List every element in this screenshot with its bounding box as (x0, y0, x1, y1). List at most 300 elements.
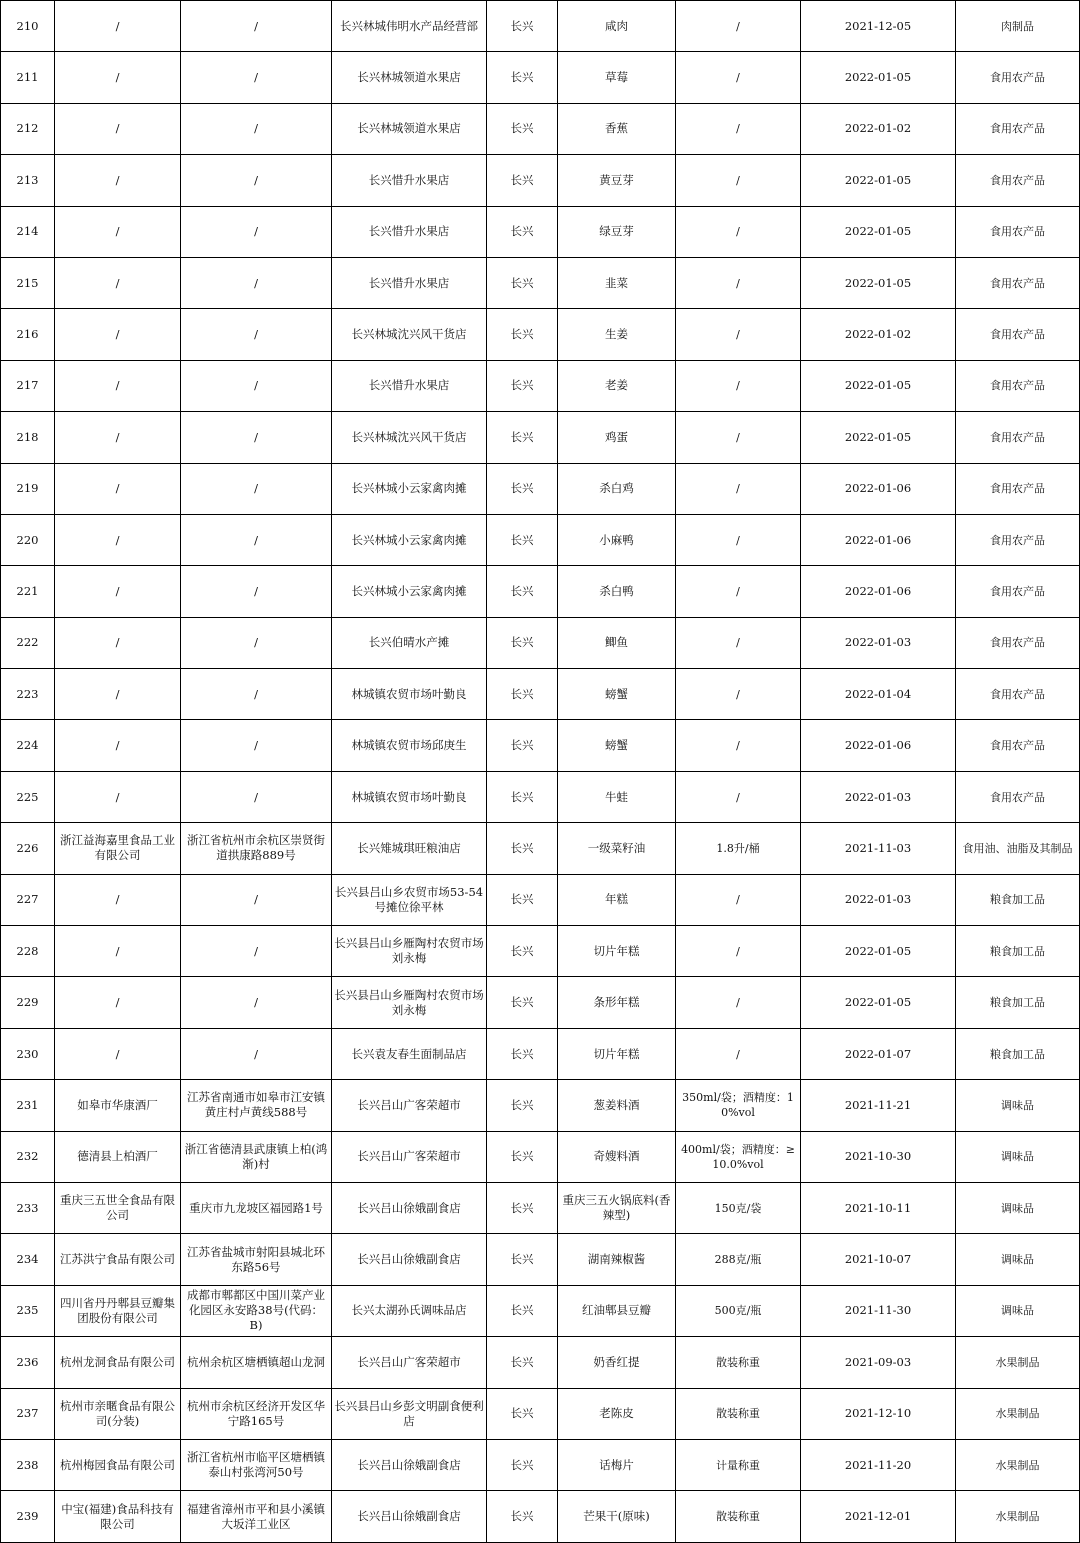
food-category-cell: 调味品 (956, 1131, 1080, 1182)
food-name-cell: 螃蟹 (558, 669, 676, 720)
production-date-cell: 2021-11-21 (801, 1080, 956, 1131)
sampled-unit-cell: 长兴吕山徐娥副食店 (332, 1491, 487, 1542)
table-row (1, 514, 1080, 565)
area-cell: 长兴 (487, 1285, 558, 1336)
producer-address-cell: / (181, 771, 332, 822)
area-cell: 长兴 (487, 360, 558, 411)
row-number-cell: 211 (1, 52, 55, 103)
food-name-cell: 杀白鸡 (558, 463, 676, 514)
area-cell: 长兴 (487, 1, 558, 52)
specification-cell: 计量称重 (676, 1439, 801, 1490)
food-category-cell: 食用农产品 (956, 103, 1080, 154)
row-number-cell: 218 (1, 412, 55, 463)
row-number-cell: 236 (1, 1337, 55, 1388)
table-row (1, 1285, 1080, 1336)
food-name-cell: 小麻鸭 (558, 514, 676, 565)
row-number-cell: 230 (1, 1028, 55, 1079)
sampled-unit-cell: 林城镇农贸市场叶勤良 (332, 669, 487, 720)
specification-cell: / (676, 977, 801, 1028)
production-date-cell: 2021-10-11 (801, 1182, 956, 1233)
food-category-cell: 食用农产品 (956, 155, 1080, 206)
specification-cell: / (676, 926, 801, 977)
production-date-cell: 2021-11-30 (801, 1285, 956, 1336)
food-category-cell: 粮食加工品 (956, 926, 1080, 977)
area-cell: 长兴 (487, 1131, 558, 1182)
producer-address-cell: / (181, 720, 332, 771)
table-row (1, 309, 1080, 360)
row-number-cell: 228 (1, 926, 55, 977)
producer-address-cell: 福建省漳州市平和县小溪镇大坂洋工业区 (181, 1491, 332, 1542)
production-date-cell: 2022-01-07 (801, 1028, 956, 1079)
table-row (1, 771, 1080, 822)
sampled-unit-cell: 长兴林城沈兴风干货店 (332, 309, 487, 360)
row-number-cell: 212 (1, 103, 55, 154)
producer-name-cell: / (55, 257, 181, 308)
producer-address-cell: 重庆市九龙坡区福园路1号 (181, 1182, 332, 1233)
food-category-cell: 食用农产品 (956, 206, 1080, 257)
production-date-cell: 2022-01-05 (801, 52, 956, 103)
row-number-cell: 227 (1, 874, 55, 925)
producer-address-cell: / (181, 566, 332, 617)
food-category-cell: 粮食加工品 (956, 874, 1080, 925)
producer-name-cell: 浙江益海嘉里食品工业有限公司 (55, 823, 181, 874)
table-row (1, 257, 1080, 308)
food-category-cell: 调味品 (956, 1234, 1080, 1285)
row-number-cell: 219 (1, 463, 55, 514)
food-category-cell: 水果制品 (956, 1491, 1080, 1542)
sampled-unit-cell: 长兴吕山广客荣超市 (332, 1131, 487, 1182)
food-category-cell: 调味品 (956, 1182, 1080, 1233)
sampled-unit-cell: 长兴袁友春生面制品店 (332, 1028, 487, 1079)
food-name-cell: 红油郫县豆瓣 (558, 1285, 676, 1336)
area-cell: 长兴 (487, 257, 558, 308)
producer-address-cell: 浙江省杭州市临平区塘栖镇泰山村张湾河50号 (181, 1439, 332, 1490)
producer-address-cell: / (181, 360, 332, 411)
producer-address-cell: / (181, 103, 332, 154)
sampled-unit-cell: 长兴林城小云家禽肉摊 (332, 514, 487, 565)
food-category-cell: 水果制品 (956, 1388, 1080, 1439)
area-cell: 长兴 (487, 617, 558, 668)
specification-cell: / (676, 617, 801, 668)
area-cell: 长兴 (487, 1491, 558, 1542)
row-number-cell: 235 (1, 1285, 55, 1336)
production-date-cell: 2022-01-04 (801, 669, 956, 720)
row-number-cell: 214 (1, 206, 55, 257)
sampled-unit-cell: 长兴县吕山乡彭文明副食便利店 (332, 1388, 487, 1439)
food-category-cell: 粮食加工品 (956, 977, 1080, 1028)
sampled-unit-cell: 长兴林城领道水果店 (332, 52, 487, 103)
area-cell: 长兴 (487, 514, 558, 565)
producer-name-cell: / (55, 309, 181, 360)
area-cell: 长兴 (487, 926, 558, 977)
food-name-cell: 奇嫂料酒 (558, 1131, 676, 1182)
area-cell: 长兴 (487, 206, 558, 257)
food-name-cell: 绿豆芽 (558, 206, 676, 257)
production-date-cell: 2022-01-03 (801, 617, 956, 668)
food-name-cell: 芒果干(原味) (558, 1491, 676, 1542)
table-row (1, 1182, 1080, 1233)
producer-address-cell: / (181, 874, 332, 925)
specification-cell: / (676, 1028, 801, 1079)
food-category-cell: 食用油、油脂及其制品 (956, 823, 1080, 874)
food-category-cell: 食用农产品 (956, 309, 1080, 360)
specification-cell: / (676, 720, 801, 771)
production-date-cell: 2022-01-05 (801, 155, 956, 206)
table-row (1, 360, 1080, 411)
producer-address-cell: / (181, 514, 332, 565)
row-number-cell: 239 (1, 1491, 55, 1542)
food-name-cell: 韭菜 (558, 257, 676, 308)
producer-name-cell: / (55, 206, 181, 257)
production-date-cell: 2022-01-06 (801, 720, 956, 771)
sampled-unit-cell: 长兴林城沈兴风干货店 (332, 412, 487, 463)
table-body (1, 1, 1080, 1543)
food-name-cell: 牛蛙 (558, 771, 676, 822)
producer-address-cell: 成都市郫都区中国川菜产业化园区永安路38号(代码：B) (181, 1285, 332, 1336)
area-cell: 长兴 (487, 1234, 558, 1285)
table-row (1, 1439, 1080, 1490)
area-cell: 长兴 (487, 52, 558, 103)
sampled-unit-cell: 长兴惜升水果店 (332, 155, 487, 206)
food-name-cell: 咸肉 (558, 1, 676, 52)
area-cell: 长兴 (487, 823, 558, 874)
producer-name-cell: 杭州龙洞食品有限公司 (55, 1337, 181, 1388)
food-category-cell: 肉制品 (956, 1, 1080, 52)
production-date-cell: 2022-01-06 (801, 566, 956, 617)
production-date-cell: 2022-01-03 (801, 771, 956, 822)
specification-cell: / (676, 566, 801, 617)
area-cell: 长兴 (487, 566, 558, 617)
specification-cell: / (676, 1, 801, 52)
specification-cell: 1.8升/桶 (676, 823, 801, 874)
producer-name-cell: / (55, 155, 181, 206)
row-number-cell: 226 (1, 823, 55, 874)
production-date-cell: 2022-01-05 (801, 206, 956, 257)
area-cell: 长兴 (487, 874, 558, 925)
producer-name-cell: 德清县上柏酒厂 (55, 1131, 181, 1182)
sampled-unit-cell: 长兴伯晴水产摊 (332, 617, 487, 668)
row-number-cell: 223 (1, 669, 55, 720)
area-cell: 长兴 (487, 1337, 558, 1388)
row-number-cell: 232 (1, 1131, 55, 1182)
sampled-unit-cell: 林城镇农贸市场叶勤良 (332, 771, 487, 822)
specification-cell: / (676, 155, 801, 206)
producer-name-cell: / (55, 617, 181, 668)
specification-cell: / (676, 412, 801, 463)
food-category-cell: 食用农产品 (956, 669, 1080, 720)
producer-address-cell: / (181, 617, 332, 668)
area-cell: 长兴 (487, 977, 558, 1028)
producer-address-cell: / (181, 206, 332, 257)
table-row (1, 669, 1080, 720)
specification-cell: 散装称重 (676, 1388, 801, 1439)
row-number-cell: 220 (1, 514, 55, 565)
row-number-cell: 224 (1, 720, 55, 771)
sampled-unit-cell: 长兴林城小云家禽肉摊 (332, 566, 487, 617)
row-number-cell: 210 (1, 1, 55, 52)
producer-address-cell: 江苏省盐城市射阳县城北环东路56号 (181, 1234, 332, 1285)
sampled-unit-cell: 长兴吕山徐娥副食店 (332, 1182, 487, 1233)
table-row (1, 1131, 1080, 1182)
food-name-cell: 葱姜料酒 (558, 1080, 676, 1131)
production-date-cell: 2022-01-06 (801, 463, 956, 514)
producer-address-cell: 江苏省南通市如皋市江安镇黄庄村卢黄线588号 (181, 1080, 332, 1131)
food-name-cell: 切片年糕 (558, 926, 676, 977)
table-row (1, 412, 1080, 463)
producer-name-cell: / (55, 412, 181, 463)
table-row (1, 206, 1080, 257)
producer-name-cell: 四川省丹丹郫县豆瓣集团股份有限公司 (55, 1285, 181, 1336)
producer-name-cell: / (55, 1028, 181, 1079)
table-row (1, 874, 1080, 925)
row-number-cell: 216 (1, 309, 55, 360)
food-name-cell: 奶香红提 (558, 1337, 676, 1388)
table-row (1, 926, 1080, 977)
specification-cell: 500克/瓶 (676, 1285, 801, 1336)
area-cell: 长兴 (487, 309, 558, 360)
row-number-cell: 221 (1, 566, 55, 617)
food-category-cell: 食用农产品 (956, 52, 1080, 103)
food-name-cell: 年糕 (558, 874, 676, 925)
sampled-unit-cell: 长兴吕山徐娥副食店 (332, 1234, 487, 1285)
area-cell: 长兴 (487, 412, 558, 463)
food-category-cell: 食用农产品 (956, 360, 1080, 411)
production-date-cell: 2021-09-03 (801, 1337, 956, 1388)
production-date-cell: 2022-01-03 (801, 874, 956, 925)
food-name-cell: 黄豆芽 (558, 155, 676, 206)
food-name-cell: 老姜 (558, 360, 676, 411)
producer-name-cell: / (55, 360, 181, 411)
food-category-cell: 食用农产品 (956, 514, 1080, 565)
row-number-cell: 234 (1, 1234, 55, 1285)
table-row (1, 720, 1080, 771)
production-date-cell: 2021-11-03 (801, 823, 956, 874)
producer-address-cell: 杭州市余杭区经济开发区华宁路165号 (181, 1388, 332, 1439)
producer-name-cell: 如皋市华康酒厂 (55, 1080, 181, 1131)
row-number-cell: 229 (1, 977, 55, 1028)
producer-name-cell: / (55, 720, 181, 771)
food-category-cell: 食用农产品 (956, 566, 1080, 617)
food-name-cell: 螃蟹 (558, 720, 676, 771)
production-date-cell: 2021-11-20 (801, 1439, 956, 1490)
producer-address-cell: / (181, 926, 332, 977)
table-row (1, 1028, 1080, 1079)
specification-cell: 288克/瓶 (676, 1234, 801, 1285)
producer-name-cell: / (55, 514, 181, 565)
food-category-cell: 水果制品 (956, 1439, 1080, 1490)
producer-address-cell: 浙江省杭州市余杭区崇贤街道拱康路889号 (181, 823, 332, 874)
row-number-cell: 213 (1, 155, 55, 206)
food-name-cell: 一级菜籽油 (558, 823, 676, 874)
production-date-cell: 2021-12-05 (801, 1, 956, 52)
table-row (1, 1234, 1080, 1285)
producer-name-cell: / (55, 463, 181, 514)
producer-name-cell: 中宝(福建)食品科技有限公司 (55, 1491, 181, 1542)
specification-cell: 350ml/袋；酒精度：10%vol (676, 1080, 801, 1131)
table-row (1, 823, 1080, 874)
producer-name-cell: 杭州市亲暱食品有限公司(分装) (55, 1388, 181, 1439)
producer-address-cell: / (181, 155, 332, 206)
food-name-cell: 草莓 (558, 52, 676, 103)
production-date-cell: 2022-01-05 (801, 257, 956, 308)
sampled-unit-cell: 长兴林城伟明水产品经营部 (332, 1, 487, 52)
producer-address-cell: / (181, 669, 332, 720)
specification-cell: / (676, 463, 801, 514)
area-cell: 长兴 (487, 720, 558, 771)
table-row (1, 1491, 1080, 1542)
food-category-cell: 食用农产品 (956, 771, 1080, 822)
food-name-cell: 条形年糕 (558, 977, 676, 1028)
table-row (1, 1, 1080, 52)
food-category-cell: 食用农产品 (956, 463, 1080, 514)
producer-address-cell: / (181, 977, 332, 1028)
table-row (1, 617, 1080, 668)
producer-name-cell: 重庆三五世全食品有限公司 (55, 1182, 181, 1233)
production-date-cell: 2021-10-30 (801, 1131, 956, 1182)
area-cell: 长兴 (487, 669, 558, 720)
food-category-cell: 调味品 (956, 1080, 1080, 1131)
specification-cell: / (676, 771, 801, 822)
area-cell: 长兴 (487, 103, 558, 154)
row-number-cell: 231 (1, 1080, 55, 1131)
specification-cell: / (676, 206, 801, 257)
sampled-unit-cell: 长兴县吕山乡雁陶村农贸市场刘永梅 (332, 977, 487, 1028)
specification-cell: 150克/袋 (676, 1182, 801, 1233)
table-row (1, 103, 1080, 154)
row-number-cell: 237 (1, 1388, 55, 1439)
producer-address-cell: / (181, 309, 332, 360)
production-date-cell: 2022-01-06 (801, 514, 956, 565)
area-cell: 长兴 (487, 1028, 558, 1079)
producer-address-cell: / (181, 52, 332, 103)
row-number-cell: 238 (1, 1439, 55, 1490)
row-number-cell: 222 (1, 617, 55, 668)
table-row (1, 463, 1080, 514)
table-row (1, 155, 1080, 206)
specification-cell: 400ml/袋；酒精度：≥10.0%vol (676, 1131, 801, 1182)
row-number-cell: 217 (1, 360, 55, 411)
food-name-cell: 生姜 (558, 309, 676, 360)
production-date-cell: 2021-12-10 (801, 1388, 956, 1439)
specification-cell: / (676, 514, 801, 565)
specification-cell: 散装称重 (676, 1337, 801, 1388)
producer-address-cell: / (181, 412, 332, 463)
food-category-cell: 调味品 (956, 1285, 1080, 1336)
area-cell: 长兴 (487, 771, 558, 822)
sampled-unit-cell: 长兴林城领道水果店 (332, 103, 487, 154)
food-name-cell: 杀白鸭 (558, 566, 676, 617)
producer-address-cell: / (181, 257, 332, 308)
producer-address-cell: 杭州余杭区塘栖镇超山龙洞 (181, 1337, 332, 1388)
production-date-cell: 2022-01-02 (801, 309, 956, 360)
table-row (1, 1337, 1080, 1388)
sampled-unit-cell: 长兴惜升水果店 (332, 206, 487, 257)
producer-name-cell: 杭州梅园食品有限公司 (55, 1439, 181, 1490)
row-number-cell: 233 (1, 1182, 55, 1233)
sampled-unit-cell: 长兴雉城琪旺粮油店 (332, 823, 487, 874)
food-category-cell: 粮食加工品 (956, 1028, 1080, 1079)
specification-cell: / (676, 669, 801, 720)
food-category-cell: 食用农产品 (956, 720, 1080, 771)
food-name-cell: 鲫鱼 (558, 617, 676, 668)
food-name-cell: 香蕉 (558, 103, 676, 154)
sampled-unit-cell: 长兴县吕山乡雁陶村农贸市场刘永梅 (332, 926, 487, 977)
table-row (1, 1388, 1080, 1439)
production-date-cell: 2022-01-05 (801, 412, 956, 463)
area-cell: 长兴 (487, 155, 558, 206)
producer-address-cell: / (181, 463, 332, 514)
sampled-unit-cell: 长兴太湖孙氏调味品店 (332, 1285, 487, 1336)
producer-address-cell: 浙江省德清县武康镇上柏(鸿渐)村 (181, 1131, 332, 1182)
table-row (1, 52, 1080, 103)
producer-address-cell: / (181, 1, 332, 52)
producer-name-cell: / (55, 771, 181, 822)
producer-name-cell: / (55, 977, 181, 1028)
table-row (1, 977, 1080, 1028)
producer-name-cell: / (55, 103, 181, 154)
sampled-unit-cell: 长兴惜升水果店 (332, 360, 487, 411)
producer-address-cell: / (181, 1028, 332, 1079)
production-date-cell: 2021-10-07 (801, 1234, 956, 1285)
food-name-cell: 湖南辣椒酱 (558, 1234, 676, 1285)
specification-cell: / (676, 874, 801, 925)
row-number-cell: 215 (1, 257, 55, 308)
producer-name-cell: / (55, 566, 181, 617)
row-number-cell: 225 (1, 771, 55, 822)
sampled-unit-cell: 长兴林城小云家禽肉摊 (332, 463, 487, 514)
production-date-cell: 2022-01-05 (801, 926, 956, 977)
producer-name-cell: 江苏洪宁食品有限公司 (55, 1234, 181, 1285)
area-cell: 长兴 (487, 1182, 558, 1233)
food-category-cell: 食用农产品 (956, 257, 1080, 308)
production-date-cell: 2022-01-02 (801, 103, 956, 154)
specification-cell: / (676, 360, 801, 411)
specification-cell: 散装称重 (676, 1491, 801, 1542)
sampled-unit-cell: 长兴吕山广客荣超市 (332, 1337, 487, 1388)
food-category-cell: 水果制品 (956, 1337, 1080, 1388)
sampled-unit-cell: 林城镇农贸市场邱庚生 (332, 720, 487, 771)
sampled-unit-cell: 长兴吕山广客荣超市 (332, 1080, 487, 1131)
table-row (1, 1080, 1080, 1131)
production-date-cell: 2022-01-05 (801, 977, 956, 1028)
area-cell: 长兴 (487, 463, 558, 514)
sampled-unit-cell: 长兴县吕山乡农贸市场53-54号摊位徐平林 (332, 874, 487, 925)
production-date-cell: 2021-12-01 (801, 1491, 956, 1542)
area-cell: 长兴 (487, 1080, 558, 1131)
food-category-cell: 食用农产品 (956, 412, 1080, 463)
area-cell: 长兴 (487, 1439, 558, 1490)
producer-name-cell: / (55, 669, 181, 720)
food-name-cell: 重庆三五火锅底料(香辣型) (558, 1182, 676, 1233)
producer-name-cell: / (55, 1, 181, 52)
sampled-unit-cell: 长兴吕山徐娥副食店 (332, 1439, 487, 1490)
food-name-cell: 老陈皮 (558, 1388, 676, 1439)
specification-cell: / (676, 103, 801, 154)
specification-cell: / (676, 309, 801, 360)
specification-cell: / (676, 52, 801, 103)
producer-name-cell: / (55, 874, 181, 925)
producer-name-cell: / (55, 926, 181, 977)
area-cell: 长兴 (487, 1388, 558, 1439)
food-name-cell: 话梅片 (558, 1439, 676, 1490)
producer-name-cell: / (55, 52, 181, 103)
food-category-cell: 食用农产品 (956, 617, 1080, 668)
table-row (1, 566, 1080, 617)
food-name-cell: 鸡蛋 (558, 412, 676, 463)
production-date-cell: 2022-01-05 (801, 360, 956, 411)
specification-cell: / (676, 257, 801, 308)
food-name-cell: 切片年糕 (558, 1028, 676, 1079)
